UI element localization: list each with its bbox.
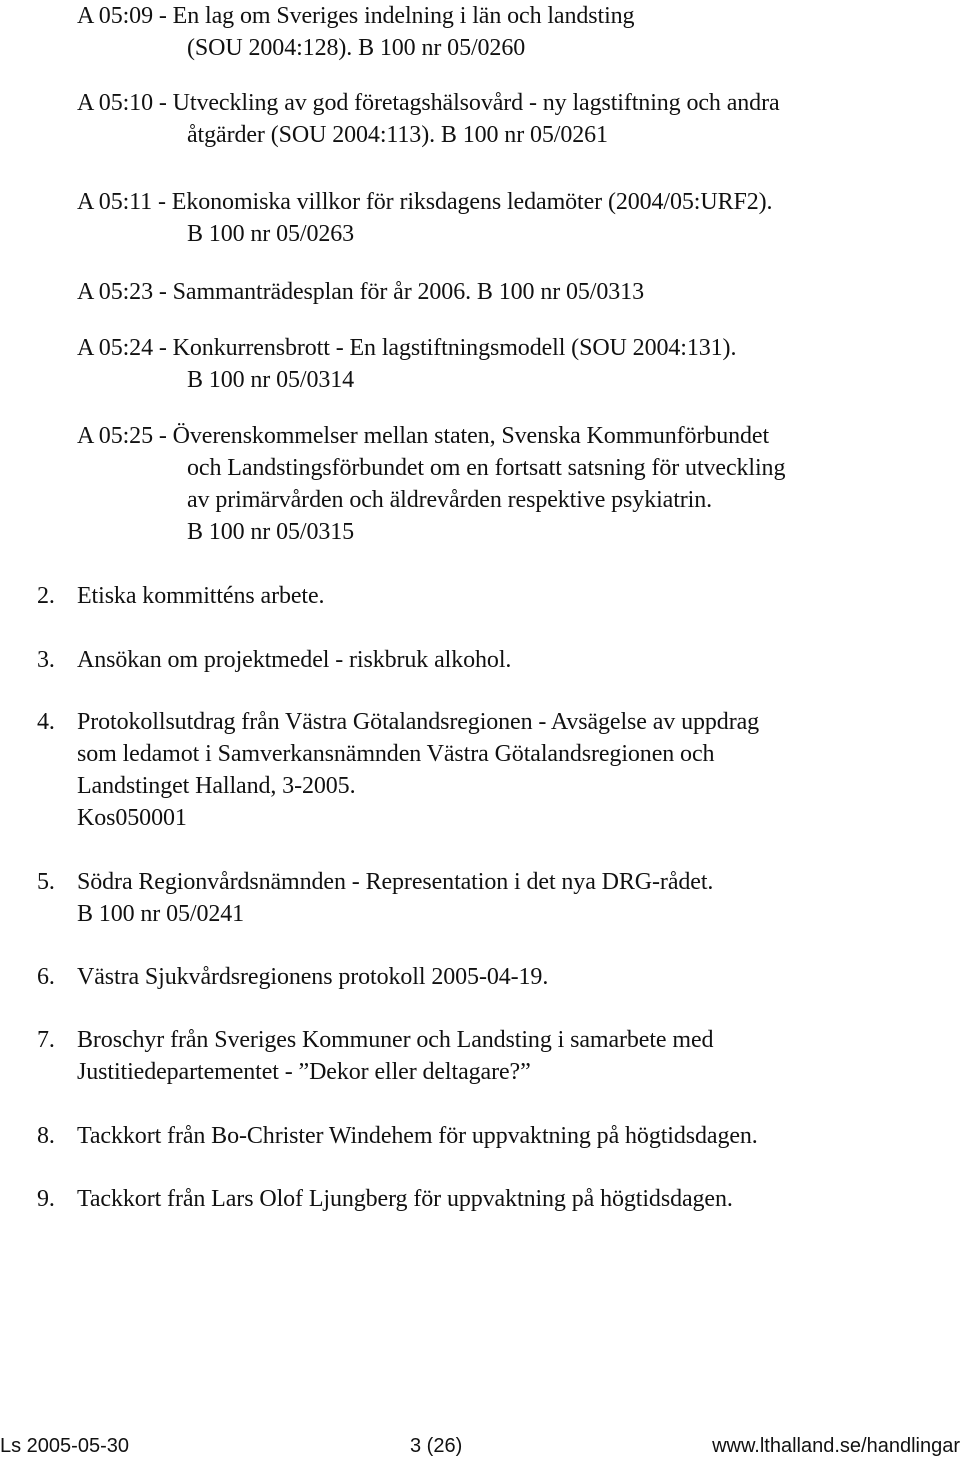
footer-url: www.lthalland.se/handlingar bbox=[712, 1435, 960, 1457]
item-text: som ledamot i Samverkansnämnden Västra Götalandsregionen och bbox=[77, 741, 715, 767]
item-text: Södra Regionvårdsnämnden - Representation i det nya DRG-rådet. bbox=[77, 869, 714, 895]
footer-page-number: 3 (26) bbox=[410, 1435, 463, 1457]
agenda-line: åtgärder (SOU 2004:113). B 100 nr 05/0261 bbox=[187, 122, 608, 148]
agenda-line: B 100 nr 05/0263 bbox=[187, 221, 355, 247]
item-text: Tackkort från Bo-Christer Windehem för uppvaktning på högtidsdagen. bbox=[77, 1123, 758, 1149]
agenda-line: A 05:09 - En lag om Sveriges indelning i län och landsting bbox=[77, 3, 635, 29]
agenda-line: B 100 nr 05/0314 bbox=[187, 367, 355, 393]
item-text: B 100 nr 05/0241 bbox=[77, 901, 245, 927]
numbered-item-7 bbox=[0, 1024, 960, 1088]
agenda-item-a0511 bbox=[77, 186, 772, 250]
numbered-item-4 bbox=[0, 706, 960, 834]
agenda-line: A 05:10 - Utveckling av god företagshälsovård - ny lagstiftning och andra bbox=[77, 90, 780, 116]
agenda-line: A 05:23 - Sammanträdesplan för år 2006. B 100 nr 05/0313 bbox=[77, 279, 644, 305]
item-text: Etiska kommitténs arbete. bbox=[77, 583, 325, 609]
agenda-item-a0525 bbox=[77, 420, 785, 548]
agenda-line: av primärvården och äldrevården respektive psykiatrin. bbox=[187, 487, 713, 513]
item-text: Tackkort från Lars Olof Ljungberg för uppvaktning på högtidsdagen. bbox=[77, 1186, 733, 1212]
item-number: 8. bbox=[37, 1123, 55, 1149]
item-number: 7. bbox=[37, 1027, 55, 1053]
agenda-item-a0524 bbox=[77, 332, 736, 396]
item-number: 9. bbox=[37, 1186, 55, 1212]
agenda-line: B 100 nr 05/0315 bbox=[187, 519, 355, 545]
item-text: Protokollsutdrag från Västra Götalandsregionen - Avsägelse av uppdrag bbox=[77, 709, 760, 735]
page-footer bbox=[0, 1434, 960, 1458]
item-text: Ansökan om projektmedel - riskbruk alkohol. bbox=[77, 647, 512, 673]
agenda-item-a0523 bbox=[77, 276, 644, 308]
item-number: 2. bbox=[37, 583, 55, 609]
item-text: Västra Sjukvårdsregionens protokoll 2005-04-19. bbox=[77, 964, 549, 990]
agenda-line: A 05:24 - Konkurrensbrott - En lagstiftningsmodell (SOU 2004:131). bbox=[77, 335, 737, 361]
agenda-line: och Landstingsförbundet om en fortsatt satsning för utveckling bbox=[187, 455, 786, 481]
item-text: Kos050001 bbox=[77, 805, 187, 831]
item-number: 6. bbox=[37, 964, 55, 990]
agenda-line: A 05:11 - Ekonomiska villkor för riksdagens ledamöter (2004/05:URF2). bbox=[77, 189, 773, 215]
item-number: 4. bbox=[37, 709, 55, 735]
agenda-line: A 05:25 - Överenskommelser mellan staten, Svenska Kommunförbundet bbox=[77, 423, 770, 449]
footer-date: Ls 2005-05-30 bbox=[0, 1435, 129, 1457]
numbered-item-5 bbox=[0, 866, 960, 930]
item-number: 5. bbox=[37, 869, 55, 895]
item-number: 3. bbox=[37, 647, 55, 673]
item-text: Broschyr från Sveriges Kommuner och Landsting i samarbete med bbox=[77, 1027, 714, 1053]
agenda-item-a0509 bbox=[77, 0, 634, 64]
agenda-item-a0510 bbox=[77, 87, 780, 151]
agenda-line: (SOU 2004:128). B 100 nr 05/0260 bbox=[187, 35, 526, 61]
item-text: Justitiedepartementet - ”Dekor eller deltagare?” bbox=[77, 1059, 531, 1085]
item-text: Landstinget Halland, 3-2005. bbox=[77, 773, 356, 799]
